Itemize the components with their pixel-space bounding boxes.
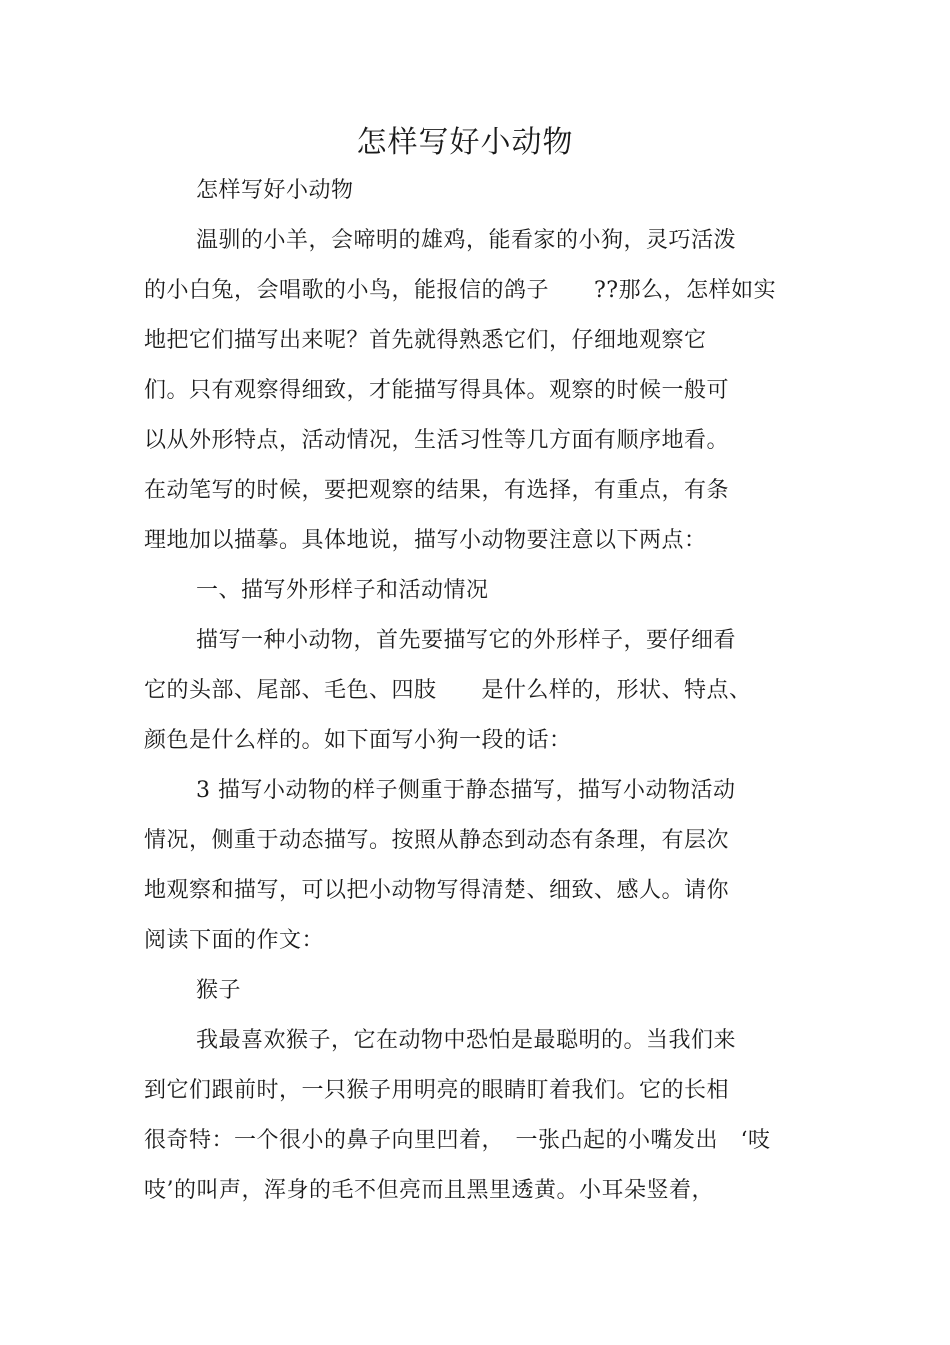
- document-title: 怎样写好小动物: [356, 125, 574, 160]
- paragraph-line: 颜色是什么样的。如下面写小狗一段的话：: [144, 728, 572, 753]
- paragraph-line: 描写一种小动物，首先要描写它的外形样子，要仔细看: [196, 628, 737, 653]
- paragraph-line: 在动笔写的时候，要把观察的结果，有选择，有重点，有条: [144, 478, 730, 503]
- paragraph-line: 它的头部、尾部、毛色、四肢 是什么样的，形状、特点、: [144, 678, 752, 703]
- paragraph-line: 温驯的小羊，会啼明的雄鸡，能看家的小狗，灵巧活泼: [196, 228, 737, 253]
- paragraph-line: 到它们跟前时，一只猴子用明亮的眼睛盯着我们。它的长相: [144, 1078, 730, 1103]
- essay-title: 猴子: [196, 978, 242, 1003]
- paragraph-line-subtitle: 怎样写好小动物: [196, 178, 354, 203]
- paragraph-line: 以从外形特点，活动情况，生活习性等几方面有顺序地看。: [144, 428, 730, 453]
- paragraph-line: 情况，侧重于动态描写。按照从静态到动态有条理，有层次: [144, 828, 730, 853]
- paragraph-line: 吱’的叫声，浑身的毛不但亮而且黑里透黄。小耳朵竖着，: [144, 1178, 714, 1203]
- paragraph-line: 地观察和描写，可以把小动物写得清楚、细致、感人。请你: [144, 878, 730, 903]
- paragraph-line: 地把它们描写出来呢？首先就得熟悉它们，仔细地观察它: [144, 328, 707, 353]
- paragraph-line: 的小白兔，会唱歌的小鸟，能报信的鸽子 ??那么，怎样如实: [144, 278, 777, 303]
- paragraph-line: 我最喜欢猴子，它在动物中恐怕是最聪明的。当我们来: [196, 1028, 737, 1053]
- paragraph-line: 们。只有观察得细致，才能描写得具体。观察的时候一般可: [144, 378, 730, 403]
- paragraph-line: 阅读下面的作文：: [144, 928, 325, 953]
- section-heading: 一、描写外形样子和活动情况: [196, 578, 489, 603]
- paragraph-line: 3 描写小动物的样子侧重于静态描写，描写小动物活动: [196, 778, 736, 803]
- paragraph-line: 理地加以描摹。具体地说，描写小动物要注意以下两点：: [144, 528, 707, 553]
- paragraph-line: 很奇特：一个很小的鼻子向里凹着， 一张凸起的小嘴发出 ‘吱: [144, 1128, 771, 1153]
